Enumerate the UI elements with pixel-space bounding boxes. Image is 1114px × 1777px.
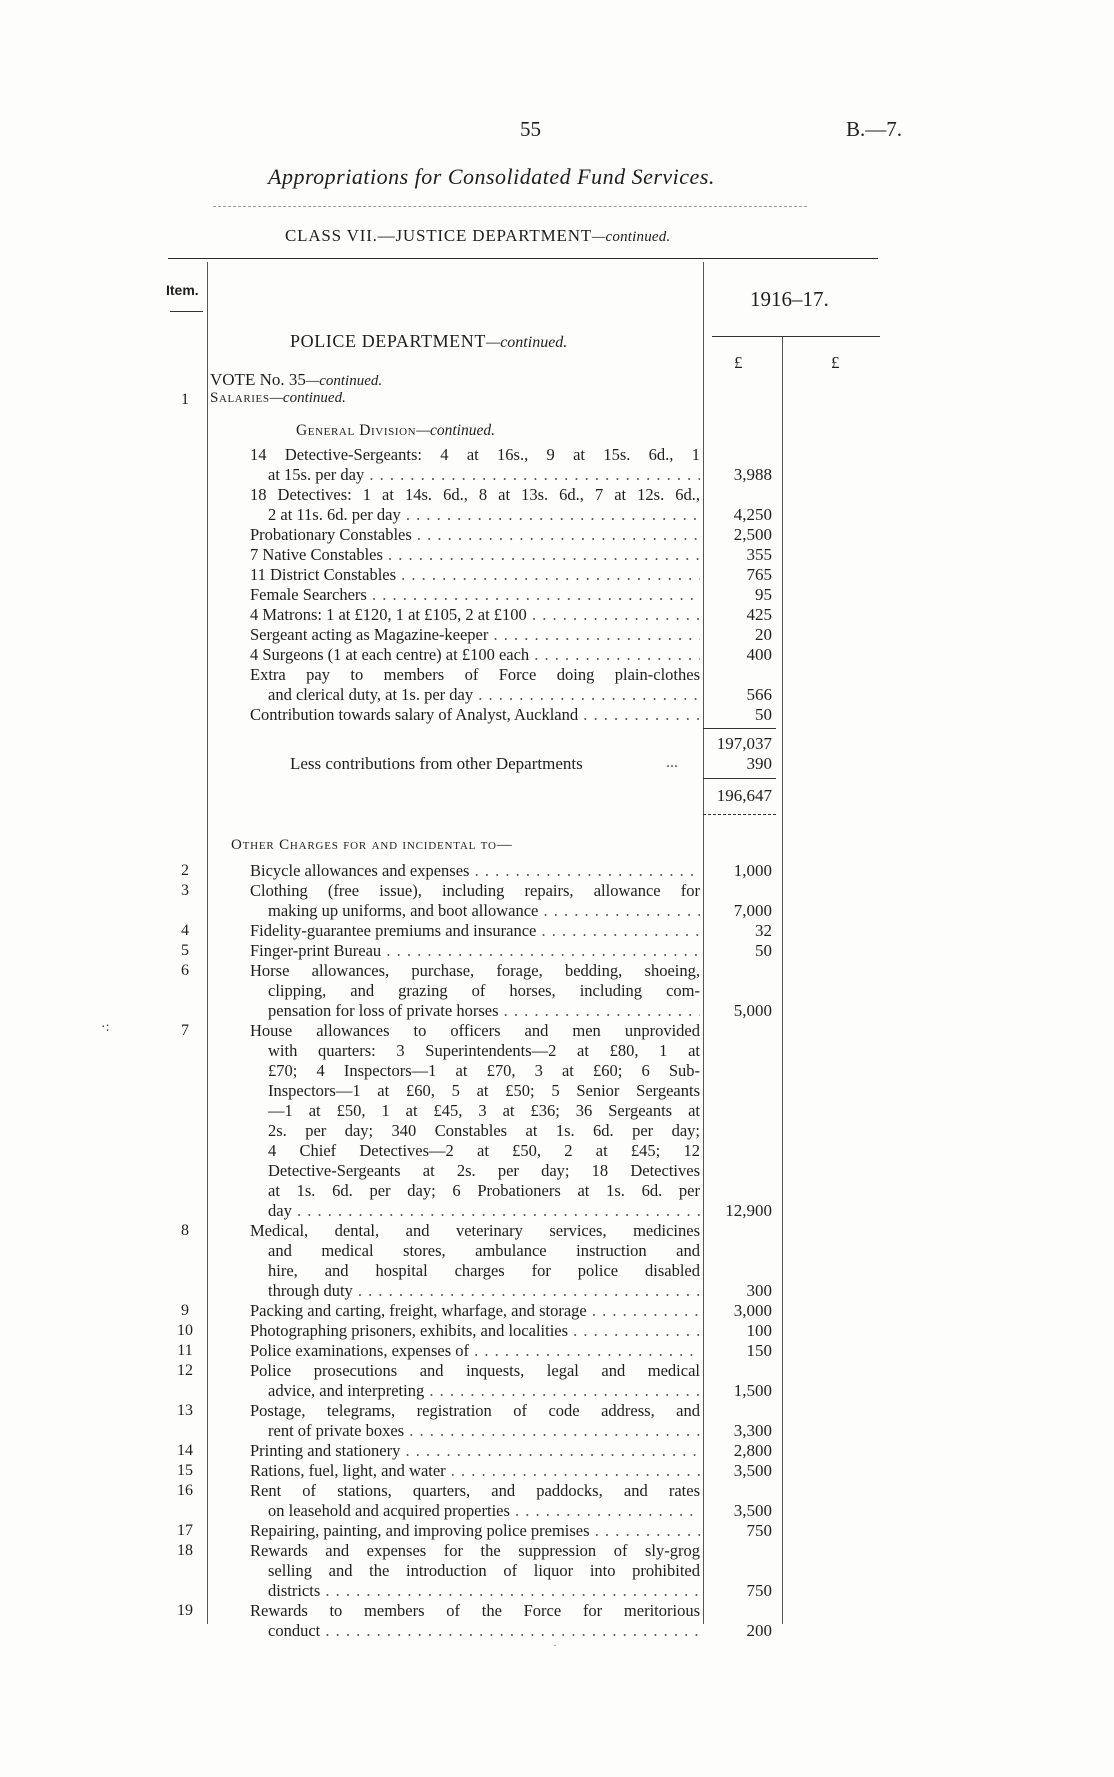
less-contributions-dots: ... [666, 754, 678, 771]
charge-line: 4 Chief Detectives—2 at £50, 2 at £45; 12 [268, 1141, 700, 1160]
salary-amount: 425 [746, 605, 772, 624]
salary-line-text: Contribution towards salary of Analyst, Auckland . . . [250, 705, 700, 725]
charge-line-text: districts . . . [268, 1581, 700, 1601]
charge-line-text: Bicycle allowances and expenses . . . [250, 861, 700, 881]
salary-amount: 2,500 [733, 525, 772, 544]
salary-line: 18 Detectives: 1 at 14s. 6d., 8 at 13s. 6d., 7 at 12s. 6d., [250, 485, 700, 504]
item-number: 18 [177, 1542, 193, 1559]
charge-line [268, 1281, 700, 1301]
header-divider [213, 206, 807, 207]
salary-amount: 566 [746, 685, 772, 704]
charge-line [268, 1581, 700, 1601]
salary-line-text: and clerical duty, at 1s. per day . . . [268, 685, 700, 705]
vote-label: VOTE No. 35 [210, 370, 306, 389]
charge-line: Rent of stations, quarters, and paddocks, and rates [250, 1481, 700, 1500]
general-division-continued: —continued. [416, 422, 495, 439]
vote-heading [210, 370, 382, 390]
charge-line-text: advice, and interpreting . . . [268, 1381, 700, 1401]
amount-subcolumn-divider [782, 336, 783, 1624]
charge-amount: 2,800 [733, 1441, 772, 1460]
salary-line-text: 2 at 11s. 6d. per day . . . [268, 505, 700, 525]
salary-line-text: Female Searchers . . . [250, 585, 700, 605]
salary-line [268, 465, 700, 485]
item-number: 11 [177, 1342, 193, 1359]
item-number: 19 [177, 1602, 193, 1619]
item-number: 15 [177, 1462, 193, 1479]
currency-header-2: £ [831, 353, 840, 372]
charge-line-text: through duty . . . [268, 1281, 700, 1301]
charge-line: Rewards and expenses for the suppression of sly-grog [250, 1541, 700, 1560]
charge-amount: 32 [755, 921, 772, 940]
ink-smudge: ·: [101, 1020, 110, 1035]
salary-amount: 50 [755, 705, 772, 724]
item-number: 6 [181, 962, 189, 979]
general-division-heading [296, 422, 495, 440]
charge-line [268, 1201, 700, 1221]
general-division-label: General Division [296, 422, 417, 439]
charge-line [250, 1441, 700, 1461]
charge-line [268, 1501, 700, 1521]
charge-line-text: on leasehold and acquired properties . . . [268, 1501, 700, 1521]
charge-line-text: Fidelity-guarantee premiums and insurance . . . [250, 921, 700, 941]
charge-amount: 100 [746, 1321, 772, 1340]
charge-amount: 50 [755, 941, 772, 960]
charge-line-text: conduct . . . [268, 1621, 700, 1641]
charge-line: —1 at £50, 1 at £45, 3 at £36; 36 Sergeants at [268, 1101, 700, 1120]
charge-line-text: Photographing prisoners, exhibits, and localities . . . [250, 1321, 700, 1341]
charge-line: 2s. per day; 340 Constables at 1s. 6d. per day; [268, 1121, 700, 1140]
table-top-rule [168, 258, 878, 259]
less-contributions-label: Less contributions from other Departments [290, 754, 583, 773]
charge-line: House allowances to officers and men unprovided [250, 1021, 700, 1040]
class-heading [285, 226, 670, 246]
salaries-continued: —continued. [269, 390, 346, 406]
item-number: 1 [181, 391, 189, 408]
item-number: 10 [177, 1322, 193, 1339]
salary-line [250, 525, 700, 545]
charge-line [250, 921, 700, 941]
salaries-label: Salaries [210, 390, 270, 406]
item-number: 9 [181, 1302, 189, 1319]
year-header: 1916–17. [750, 287, 829, 311]
class-heading-continued: —continued. [591, 229, 671, 245]
charge-line [268, 1381, 700, 1401]
salary-line [250, 565, 700, 585]
salary-line [250, 645, 700, 665]
charge-line: and medical stores, ambulance instruction and [268, 1241, 700, 1260]
page-foot-mark: · [553, 1638, 557, 1652]
salary-amount: 4,250 [733, 505, 772, 524]
charge-line: Inspectors—1 at £60, 5 at £50; 5 Senior Sergeants [268, 1081, 700, 1100]
charge-amount: 1,500 [733, 1381, 772, 1400]
item-number: 16 [177, 1482, 193, 1499]
salary-amount: 765 [746, 565, 772, 584]
charge-line [250, 1341, 700, 1361]
charge-amount: 150 [746, 1341, 772, 1360]
item-number: 8 [181, 1222, 189, 1239]
charge-amount: 7,000 [733, 901, 772, 920]
salary-amount: 3,988 [733, 465, 772, 484]
charge-line: at 1s. 6d. per day; 6 Probationers at 1s. 6d. per [268, 1181, 700, 1200]
charge-line: Detective-Sergeants at 2s. per day; 18 Detectives [268, 1161, 700, 1180]
charge-line: Clothing (free issue), including repairs, allowance for [250, 881, 700, 900]
less-contributions-amount: 390 [746, 754, 772, 773]
charge-line: Medical, dental, and veterinary services, medicines [250, 1221, 700, 1240]
salary-line-text: Probationary Constables . . . [250, 525, 700, 545]
item-number: 7 [181, 1022, 189, 1039]
salary-amount: 20 [755, 625, 772, 644]
net-total-rule [703, 778, 776, 779]
salary-line [250, 625, 700, 645]
item-number: 13 [177, 1402, 193, 1419]
charge-line: Postage, telegrams, registration of code address, and [250, 1401, 700, 1420]
salary-amount: 400 [746, 645, 772, 664]
salary-line: 14 Detective-Sergeants: 4 at 16s., 9 at 15s. 6d., 1 [250, 445, 700, 464]
salary-line-text: 4 Surgeons (1 at each centre) at £100 each . . . [250, 645, 700, 665]
charge-line: selling and the introduction of liquor into prohibited [268, 1561, 700, 1580]
charge-line-text: pensation for loss of private horses . . . [268, 1001, 700, 1021]
salary-line [250, 605, 700, 625]
charge-line: £70; 4 Inspectors—1 at £70, 3 at £60; 6 Sub- [268, 1061, 700, 1080]
net-total: 196,647 [716, 786, 772, 805]
salary-line-text: 4 Matrons: 1 at £120, 1 at £105, 2 at £100 . . . [250, 605, 700, 625]
charge-line: with quarters: 3 Superintendents—2 at £80, 1 at [268, 1041, 700, 1060]
item-number: 17 [177, 1522, 193, 1539]
vote-continued: —continued. [305, 373, 383, 389]
department-title: POLICE DEPARTMENT [290, 331, 486, 351]
charge-line-text: making up uniforms, and boot allowance . . . [268, 901, 700, 921]
charge-line-text: Printing and stationery . . . [250, 1441, 700, 1461]
charge-line-text: Repairing, painting, and improving police premises . . . [250, 1521, 700, 1541]
currency-header-1: £ [734, 353, 743, 372]
salary-line-text: 7 Native Constables . . . [250, 545, 700, 565]
charge-line-text: Police examinations, expenses of . . . [250, 1341, 700, 1361]
salary-line [268, 685, 700, 705]
charge-amount: 750 [746, 1521, 772, 1540]
charge-line [250, 1321, 700, 1341]
charge-line [250, 1461, 700, 1481]
class-heading-text: CLASS VII.—JUSTICE DEPARTMENT [285, 226, 592, 245]
charge-amount: 3,000 [733, 1301, 772, 1320]
other-charges-heading: Other Charges for and incidental to— [231, 837, 513, 853]
charge-amount: 12,900 [725, 1201, 772, 1220]
charge-amount: 3,500 [733, 1501, 772, 1520]
charge-line: hire, and hospital charges for police disabled [268, 1261, 700, 1280]
charge-amount: 750 [746, 1581, 772, 1600]
charge-amount: 5,000 [733, 1001, 772, 1020]
charge-line: Police prosecutions and inquests, legal and medical [250, 1361, 700, 1380]
charge-line-text: day . . . [268, 1201, 700, 1221]
item-number: 14 [177, 1442, 193, 1459]
charge-amount: 3,300 [733, 1421, 772, 1440]
salaries-heading [210, 390, 346, 407]
total-rule [703, 728, 776, 729]
salary-amount: 95 [755, 585, 772, 604]
salary-line-text: at 15s. per day . . . [268, 465, 700, 485]
item-number: 2 [181, 862, 189, 879]
charge-line [250, 861, 700, 881]
charge-line-text: Finger-print Bureau . . . [250, 941, 700, 961]
salary-line: Extra pay to members of Force doing plain-clothes [250, 665, 700, 684]
department-heading [290, 331, 567, 352]
charge-line-text: Packing and carting, freight, wharfage, and storage . . . [250, 1301, 700, 1321]
item-number: 3 [181, 882, 189, 899]
item-number: 5 [181, 942, 189, 959]
item-number: 12 [177, 1362, 193, 1379]
charge-line-text: rent of private boxes . . . [268, 1421, 700, 1441]
item-number: 4 [181, 922, 189, 939]
year-header-rule [712, 336, 880, 337]
charge-line [250, 1301, 700, 1321]
document-reference: B.—7. [846, 117, 903, 141]
charge-line [250, 941, 700, 961]
charge-line [268, 1421, 700, 1441]
salary-line [250, 545, 700, 565]
charge-line: clipping, and grazing of horses, including com- [268, 981, 700, 1000]
salary-line [250, 705, 700, 725]
salary-amount: 355 [746, 545, 772, 564]
salary-line-text: Sergeant acting as Magazine-keeper . . . [250, 625, 700, 645]
charge-amount: 300 [746, 1281, 772, 1300]
page-title: Appropriations for Consolidated Fund Services. [268, 164, 715, 189]
charge-amount: 200 [746, 1621, 772, 1640]
gross-total: 197,037 [716, 734, 772, 753]
amount-column-divider [703, 262, 704, 1624]
charge-line: Horse allowances, purchase, forage, bedding, shoeing, [250, 961, 700, 980]
department-continued: —continued. [485, 334, 568, 351]
charge-line [250, 1521, 700, 1541]
charge-line [268, 1001, 700, 1021]
item-column-divider [207, 262, 208, 1624]
charge-line: Rewards to members of the Force for meritorious [250, 1601, 700, 1620]
charge-line [268, 1621, 700, 1641]
net-total-underline [703, 814, 776, 815]
salary-line [250, 585, 700, 605]
charge-line [268, 901, 700, 921]
salary-line [268, 505, 700, 525]
item-header-rule [170, 311, 203, 312]
item-column-header: Item. [166, 282, 199, 298]
page-number: 55 [520, 117, 541, 141]
salary-line-text: 11 District Constables . . . [250, 565, 700, 585]
charge-amount: 3,500 [733, 1461, 772, 1480]
charge-amount: 1,000 [733, 861, 772, 880]
charge-line-text: Rations, fuel, light, and water . . . [250, 1461, 700, 1481]
